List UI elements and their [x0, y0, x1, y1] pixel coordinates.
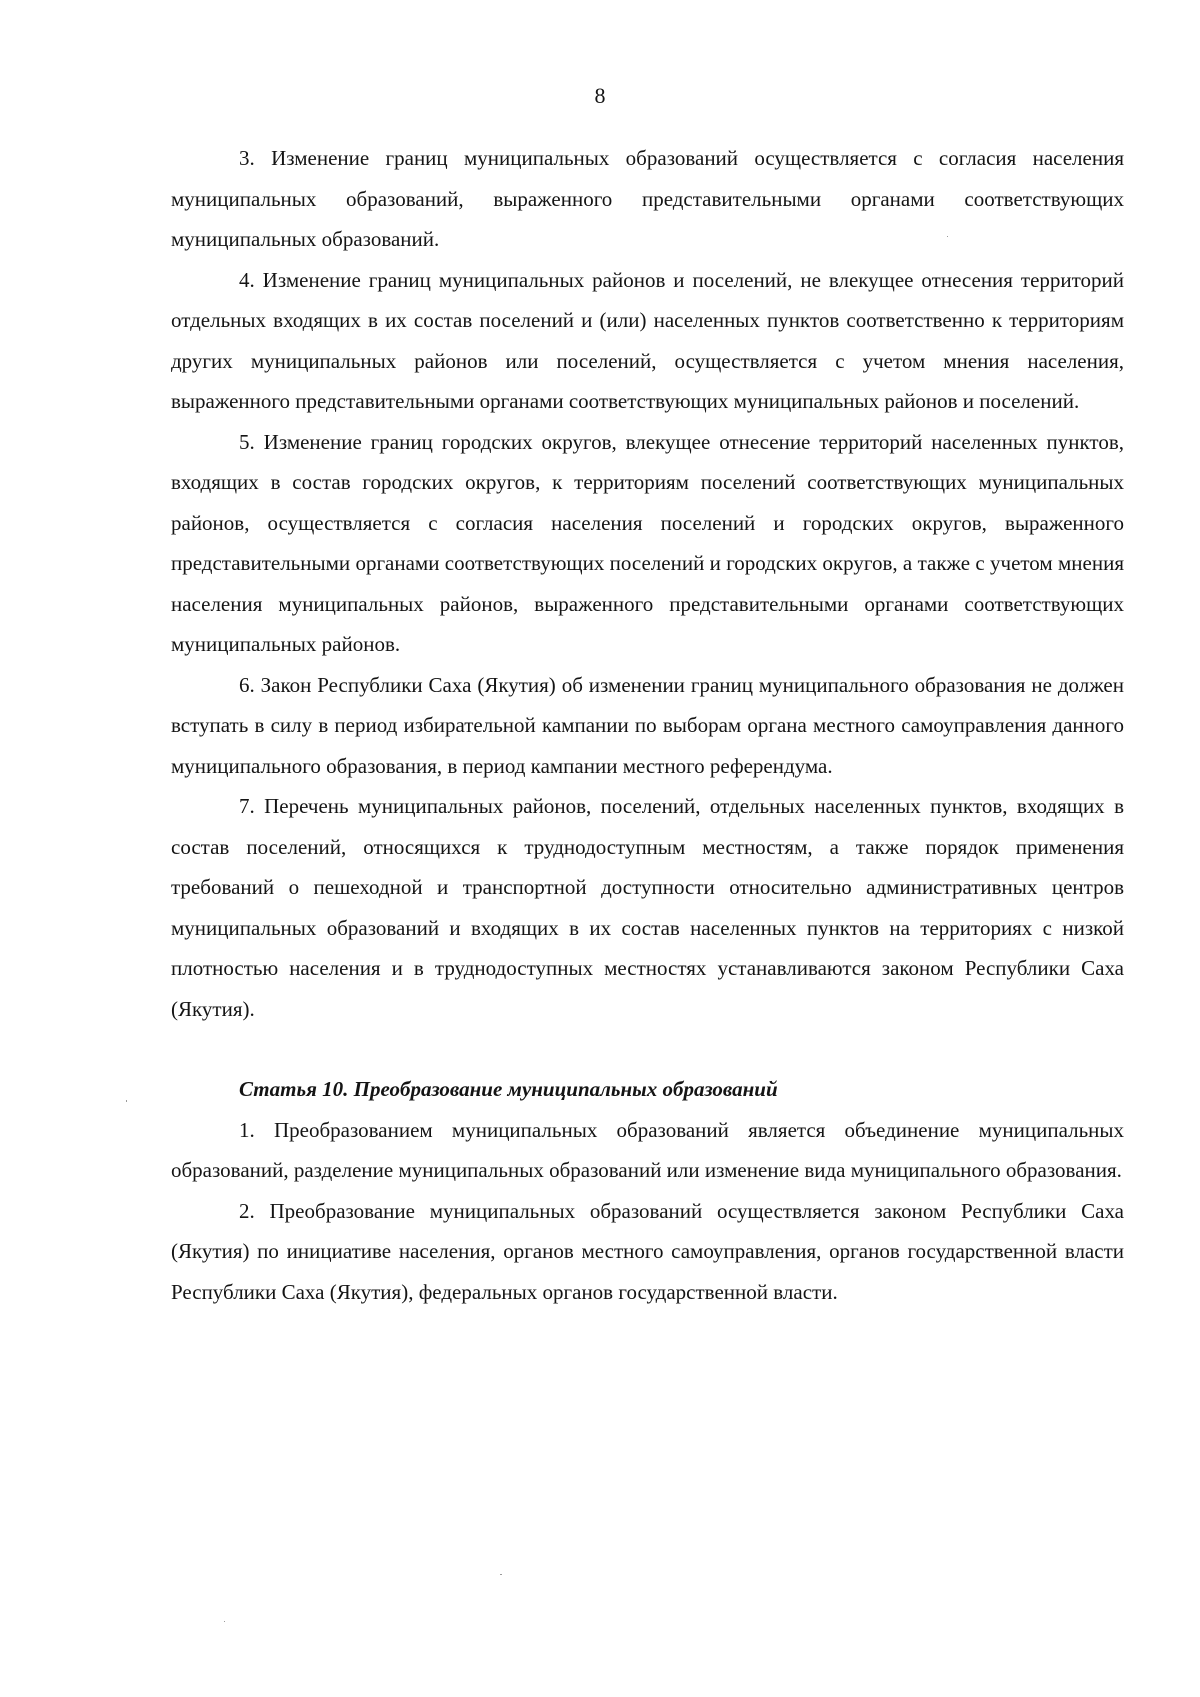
document-body [171, 138, 1124, 1312]
scan-speck [500, 1574, 502, 1575]
paragraph-4: 4. Изменение границ муниципальных районов и поселений, не влекущее отнесения территорий отдельных входящих в их состав поселений и (или) населенных пунктов соответственно к территориям других муниципальных районов или поселений, осуществляется с учетом мнения населения, выраженного представительными органами соответствующих муниципальных районов и поселений. [171, 267, 1124, 413]
article-paragraph-2: 2. Преобразование муниципальных образований осуществляется законом Республики Саха (Якутия) по инициативе населения, органов местного самоуправления, органов государственной власти Республики Саха (Якутия), федеральных органов государственной власти. [171, 1198, 1124, 1304]
paragraph-7: 7. Перечень муниципальных районов, поселений, отдельных населенных пунктов, входящих в состав поселений, относящихся к труднодоступным местностям, а также порядок применения требований о пешеходной и транспортной доступности относительно административных центров муниципальных образований и входящих в их состав населенных пунктов на территориях с низкой плотностью населения и в труднодоступных местностях устанавливаются законом Республики Саха (Якутия). [171, 794, 1124, 1021]
page-number: 8 [594, 83, 606, 108]
paragraph-5: 5. Изменение границ городских округов, влекущее отнесение территорий населенных пунктов, входящих в состав городских округов, к территориям поселений соответствующих муниципальных районов, осуществляется с согласия населения поселений и городских округов, выраженного представительными органами соответствующих поселений и городских округов, а также с учетом мнения населения муниципальных районов, выраженного представительными органами соответствующих муниципальных районов. [171, 429, 1124, 656]
scan-speck [224, 1621, 225, 1622]
paragraph-3: 3. Изменение границ муниципальных образований осуществляется с согласия населения муниципальных образований, выраженного представительными органами соответствующих муниципальных образований. [171, 146, 1124, 251]
paragraph-6: 6. Закон Республики Саха (Якутия) об изменении границ муниципального образования не должен вступать в силу в период избирательной кампании по выборам органа местного самоуправления данного муниципального образования, в период кампании местного референдума. [171, 672, 1124, 778]
article-heading: Статья 10. Преобразование муниципальных образований [239, 1077, 778, 1101]
article-paragraph-1: 1. Преобразованием муниципальных образований является объединение муниципальных образований, разделение муниципальных образований или изменение вида муниципального образования. [171, 1117, 1124, 1182]
scan-speck [947, 236, 948, 237]
scan-speck [126, 1100, 127, 1102]
